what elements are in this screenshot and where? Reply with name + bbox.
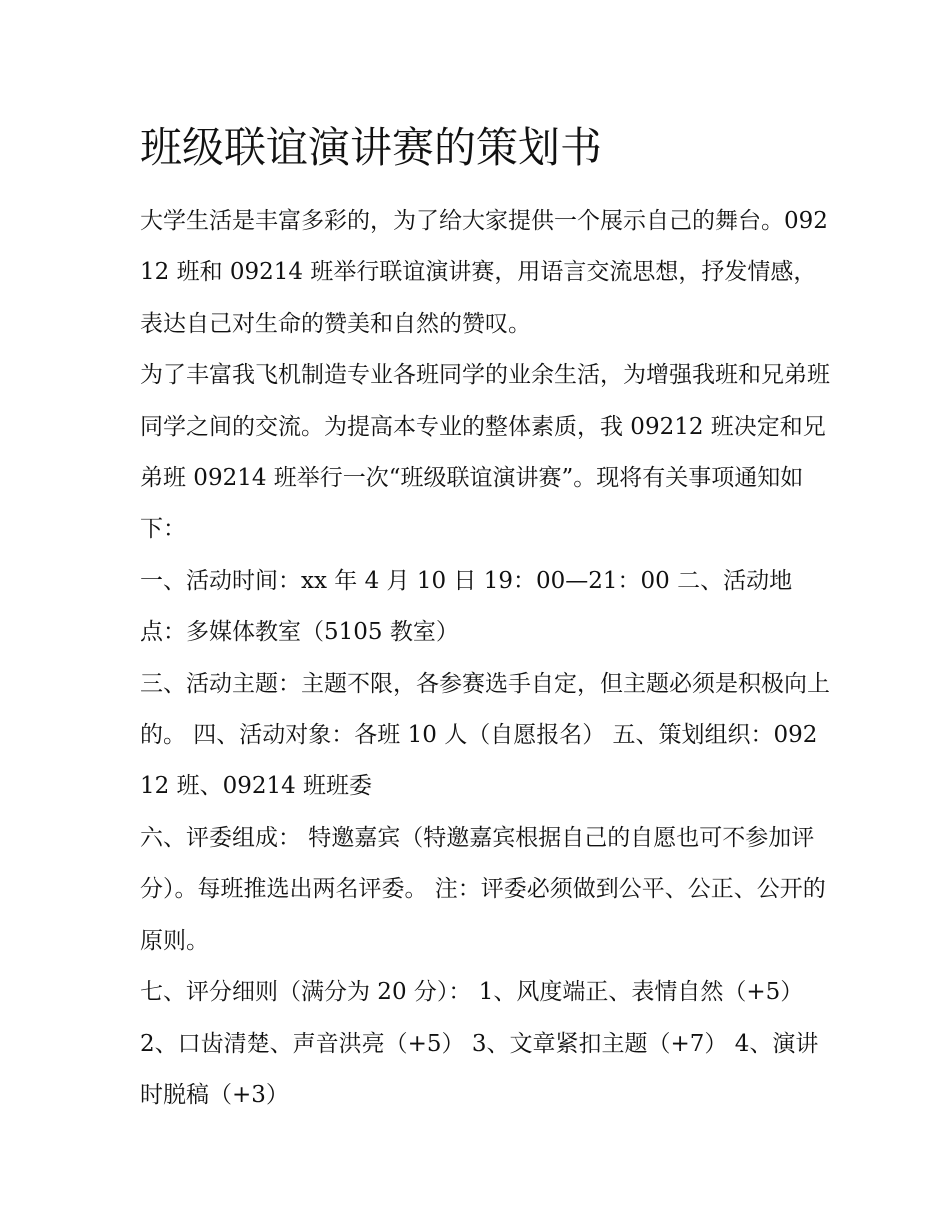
paragraph-judges: 六、评委组成： 特邀嘉宾（特邀嘉宾根据自己的自愿也可不参加评分）。每班推选出两名评委。 注：评委必须做到公平、公正、公开的原则。 xyxy=(140,824,826,954)
paragraph-intro: 大学生活是丰富多彩的，为了给大家提供一个展示自己的舞台。09212 班和 09214 班举行联谊演讲赛，用语言交流思想，抒发情感，表达自己对生命的赞美和自然的赞叹。 xyxy=(140,208,828,337)
paragraph-time-location: 一、活动时间：xx 年 4 月 10 日 19：00—21：00 二、活动地点：多媒体教室（5105 教室） xyxy=(140,567,793,646)
paragraph-scoring: 七、评分细则（满分为 20 分）： 1、风度端正、表情自然（+5） 2、口齿清楚、声音洪亮（+5） 3、文章紧扣主题（+7） 4、演讲时脱稿（+3） xyxy=(140,979,819,1108)
document-body xyxy=(140,196,830,1121)
paragraph-purpose: 为了丰富我飞机制造专业各班同学的业余生活，为增强我班和兄弟班同学之间的交流。为提高本专业的整体素质，我 09212 班决定和兄弟班 09214 班举行一次“班级联谊演讲赛”。现将有关事项通知如下： xyxy=(140,362,830,543)
paragraph-theme-participants: 三、活动主题：主题不限，各参赛选手自定，但主题必须是积极向上的。 四、活动对象：各班 10 人（自愿报名） 五、策划组织：09212 班、09214 班班委 xyxy=(140,670,830,800)
document-title: 班级联谊演讲赛的策划书 xyxy=(140,123,603,172)
